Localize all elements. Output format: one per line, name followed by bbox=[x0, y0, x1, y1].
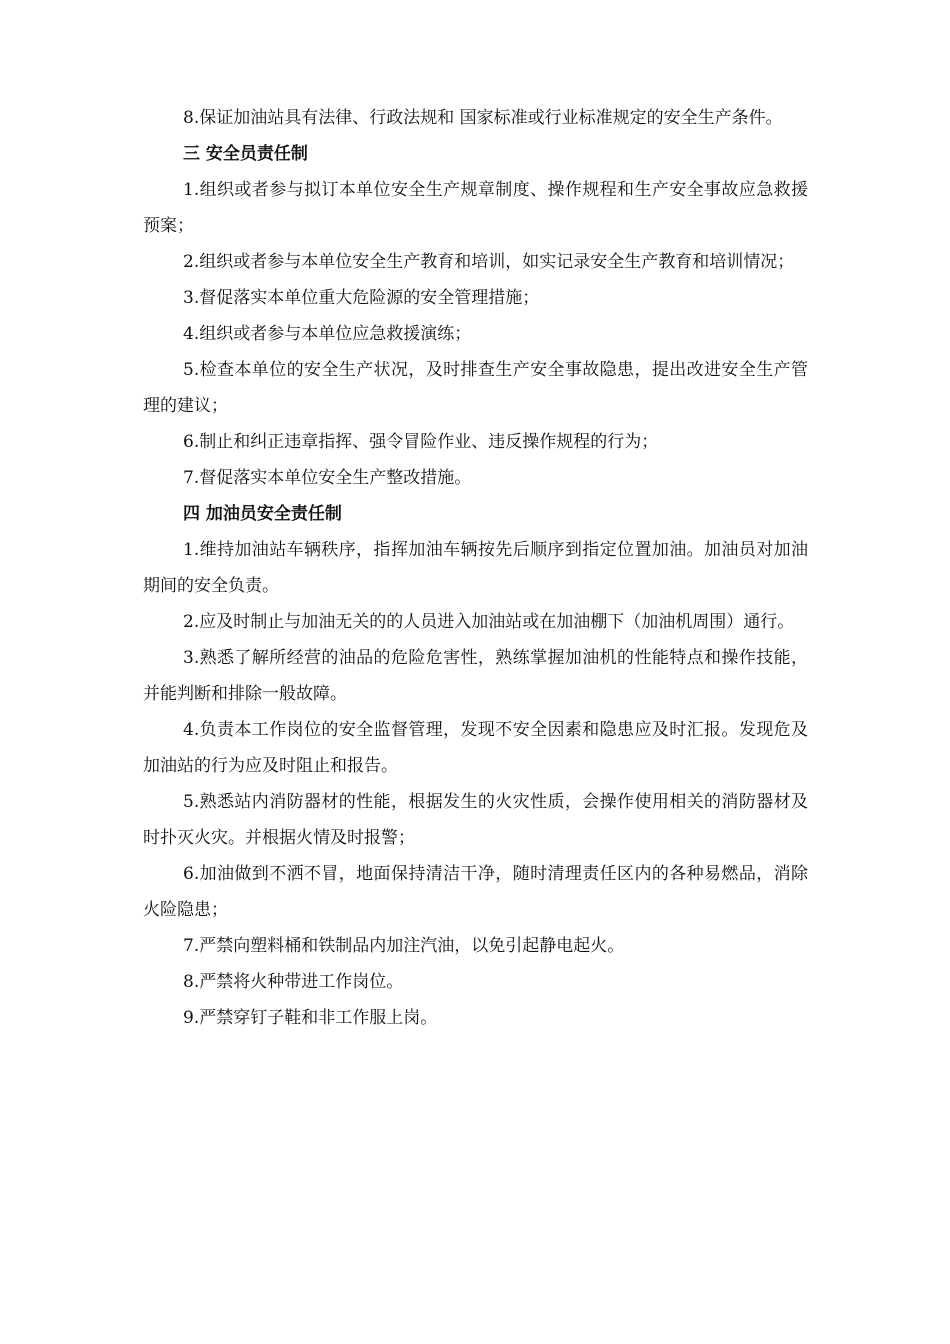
section-heading: 四 加油员安全责任制 bbox=[183, 504, 342, 524]
paragraph: 8.保证加油站具有法律、行政法规和 国家标准或行业标准规定的安全生产条件。 bbox=[183, 108, 783, 128]
paragraph: 2.应及时制止与加油无关的的人员进入加油站或在加油棚下（加油机周围）通行。 bbox=[183, 612, 795, 632]
paragraph: 3.熟悉了解所经营的油品的危险危害性，熟练掌握加油机的性能特点和操作技能，并能判断和排除一般故障。 bbox=[143, 648, 808, 704]
paragraph: 6.加油做到不洒不冒，地面保持清洁干净，随时清理责任区内的各种易燃品，消除火险隐患； bbox=[143, 864, 808, 920]
paragraph: 5.熟悉站内消防器材的性能，根据发生的火灾性质，会操作使用相关的消防器材及时扑灭火灾。并根据火情及时报警； bbox=[143, 792, 808, 848]
document-body bbox=[143, 100, 808, 1036]
paragraph: 7.严禁向塑料桶和铁制品内加注汽油，以免引起静电起火。 bbox=[183, 936, 625, 956]
paragraph: 9.严禁穿钉子鞋和非工作服上岗。 bbox=[183, 1008, 438, 1028]
paragraph: 7.督促落实本单位安全生产整改措施。 bbox=[183, 468, 472, 488]
section-heading: 三 安全员责任制 bbox=[183, 144, 308, 164]
paragraph: 5.检查本单位的安全生产状况，及时排查生产安全事故隐患，提出改进安全生产管理的建议； bbox=[143, 360, 808, 416]
paragraph: 1.组织或者参与拟订本单位安全生产规章制度、操作规程和生产安全事故应急救援预案； bbox=[143, 180, 808, 236]
paragraph: 4.组织或者参与本单位应急救援演练； bbox=[183, 324, 472, 344]
paragraph: 4.负责本工作岗位的安全监督管理，发现不安全因素和隐患应及时汇报。发现危及加油站的行为应及时阻止和报告。 bbox=[143, 720, 808, 776]
paragraph: 3.督促落实本单位重大危险源的安全管理措施； bbox=[183, 288, 540, 308]
paragraph: 6.制止和纠正违章指挥、强令冒险作业、违反操作规程的行为； bbox=[183, 432, 659, 452]
paragraph: 8.严禁将火种带进工作岗位。 bbox=[183, 972, 404, 992]
paragraph: 1.维持加油站车辆秩序，指挥加油车辆按先后顺序到指定位置加油。加油员对加油期间的安全负责。 bbox=[143, 540, 808, 596]
paragraph: 2.组织或者参与本单位安全生产教育和培训，如实记录安全生产教育和培训情况； bbox=[183, 252, 795, 272]
